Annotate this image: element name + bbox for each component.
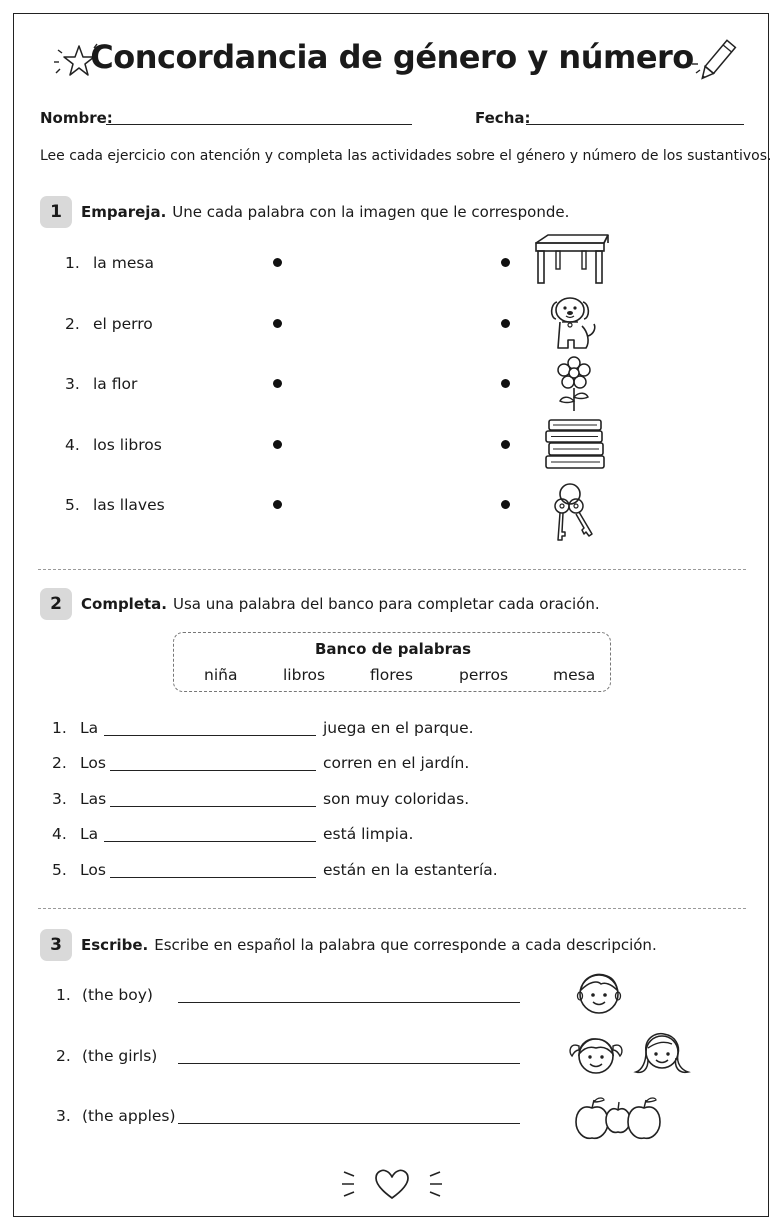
word-bank-title: Banco de palabras: [314, 640, 472, 658]
write-item-3-number: 3.: [56, 1107, 71, 1125]
section-divider-2: [38, 908, 746, 909]
section-3-text: Escribe en español la palabra que corresponde a cada descripción.: [154, 936, 657, 954]
bank-word-1: niña: [204, 666, 238, 684]
match-item-3-number: 3.: [65, 375, 80, 393]
write-item-1-prompt: (the boy): [82, 986, 153, 1004]
page-title: Concordancia de género y número: [90, 38, 694, 76]
word-bank: [173, 632, 611, 692]
section-3-title: Escribe.: [81, 936, 149, 954]
match-item-1-number: 1.: [65, 254, 80, 272]
sentence-1-blank[interactable]: [104, 735, 316, 736]
sentence-5-end: están en la estantería.: [323, 861, 498, 879]
instructions-text: Lee cada ejercicio con atención y completa las actividades sobre el género y número de los sustantivos.: [40, 148, 772, 164]
sentence-1-end: juega en el parque.: [323, 719, 474, 737]
sentence-3-blank[interactable]: [110, 806, 316, 807]
books-icon: [543, 418, 607, 472]
write-item-1-number: 1.: [56, 986, 71, 1004]
match-dot-right-5[interactable]: [501, 500, 510, 509]
pencil-icon: [690, 36, 746, 82]
sentence-5-start: Los: [80, 861, 106, 879]
section-3-number: 3: [40, 929, 72, 961]
sentence-3-start: Las: [80, 790, 107, 808]
sentence-2-start: Los: [80, 754, 106, 772]
match-dot-left-1[interactable]: [273, 258, 282, 267]
match-item-1-word: la mesa: [93, 254, 154, 272]
table-icon: [534, 233, 610, 289]
bank-word-2: libros: [283, 666, 326, 684]
write-item-2-answer[interactable]: [178, 1063, 520, 1064]
boy-face-icon: [575, 970, 623, 1016]
bank-word-5: mesa: [553, 666, 596, 684]
sentence-3-end: son muy coloridas.: [323, 790, 470, 808]
match-item-2-number: 2.: [65, 315, 80, 333]
sentence-2-end: corren en el jardín.: [323, 754, 470, 772]
keys-icon: [548, 482, 598, 544]
sentence-2-blank[interactable]: [110, 770, 316, 771]
section-divider-1: [38, 569, 746, 570]
sentence-1-start: La: [80, 719, 99, 737]
flower-icon: [554, 357, 594, 413]
match-item-4-word: los libros: [93, 436, 162, 454]
date-label: Fecha:: [475, 109, 531, 127]
bank-word-3: flores: [370, 666, 413, 684]
sentence-5-number: 5.: [52, 861, 67, 879]
dog-icon: [548, 294, 602, 352]
date-field[interactable]: [526, 124, 744, 125]
match-dot-left-3[interactable]: [273, 379, 282, 388]
write-item-1-answer[interactable]: [178, 1002, 520, 1003]
heart-icon: [338, 1166, 446, 1202]
section-1-text: Une cada palabra con la imagen que le corresponde.: [172, 203, 570, 221]
sentence-4-blank[interactable]: [104, 841, 316, 842]
section-2-title: Completa.: [81, 595, 167, 613]
bank-word-4: perros: [459, 666, 509, 684]
match-item-3-word: la flor: [93, 375, 138, 393]
match-dot-left-5[interactable]: [273, 500, 282, 509]
match-item-4-number: 4.: [65, 436, 80, 454]
write-item-2-number: 2.: [56, 1047, 71, 1065]
section-1-title: Empareja.: [81, 203, 167, 221]
sentence-4-start: La: [80, 825, 99, 843]
name-field[interactable]: [106, 124, 412, 125]
section-1-heading: [81, 203, 569, 221]
match-dot-right-1[interactable]: [501, 258, 510, 267]
section-2-text: Usa una palabra del banco para completar cada oración.: [173, 595, 600, 613]
sentence-5-blank[interactable]: [110, 877, 316, 878]
girls-faces-icon: [566, 1030, 696, 1078]
section-3-heading: [81, 936, 657, 954]
section-2-heading: [81, 595, 600, 613]
sentence-4-end: está limpia.: [323, 825, 414, 843]
write-item-2-prompt: (the girls): [82, 1047, 158, 1065]
match-dot-left-4[interactable]: [273, 440, 282, 449]
sentence-2-number: 2.: [52, 754, 67, 772]
apples-icon: [574, 1094, 664, 1142]
match-dot-right-2[interactable]: [501, 319, 510, 328]
write-item-3-prompt: (the apples): [82, 1107, 176, 1125]
section-1-number: 1: [40, 196, 72, 228]
sentence-4-number: 4.: [52, 825, 67, 843]
match-dot-right-3[interactable]: [501, 379, 510, 388]
sentence-3-number: 3.: [52, 790, 67, 808]
sentence-1-number: 1.: [52, 719, 67, 737]
match-item-2-word: el perro: [93, 315, 153, 333]
match-item-5-word: las llaves: [93, 496, 165, 514]
match-item-5-number: 5.: [65, 496, 80, 514]
match-dot-left-2[interactable]: [273, 319, 282, 328]
match-dot-right-4[interactable]: [501, 440, 510, 449]
section-2-number: 2: [40, 588, 72, 620]
name-label: Nombre:: [40, 109, 113, 127]
write-item-3-answer[interactable]: [178, 1123, 520, 1124]
